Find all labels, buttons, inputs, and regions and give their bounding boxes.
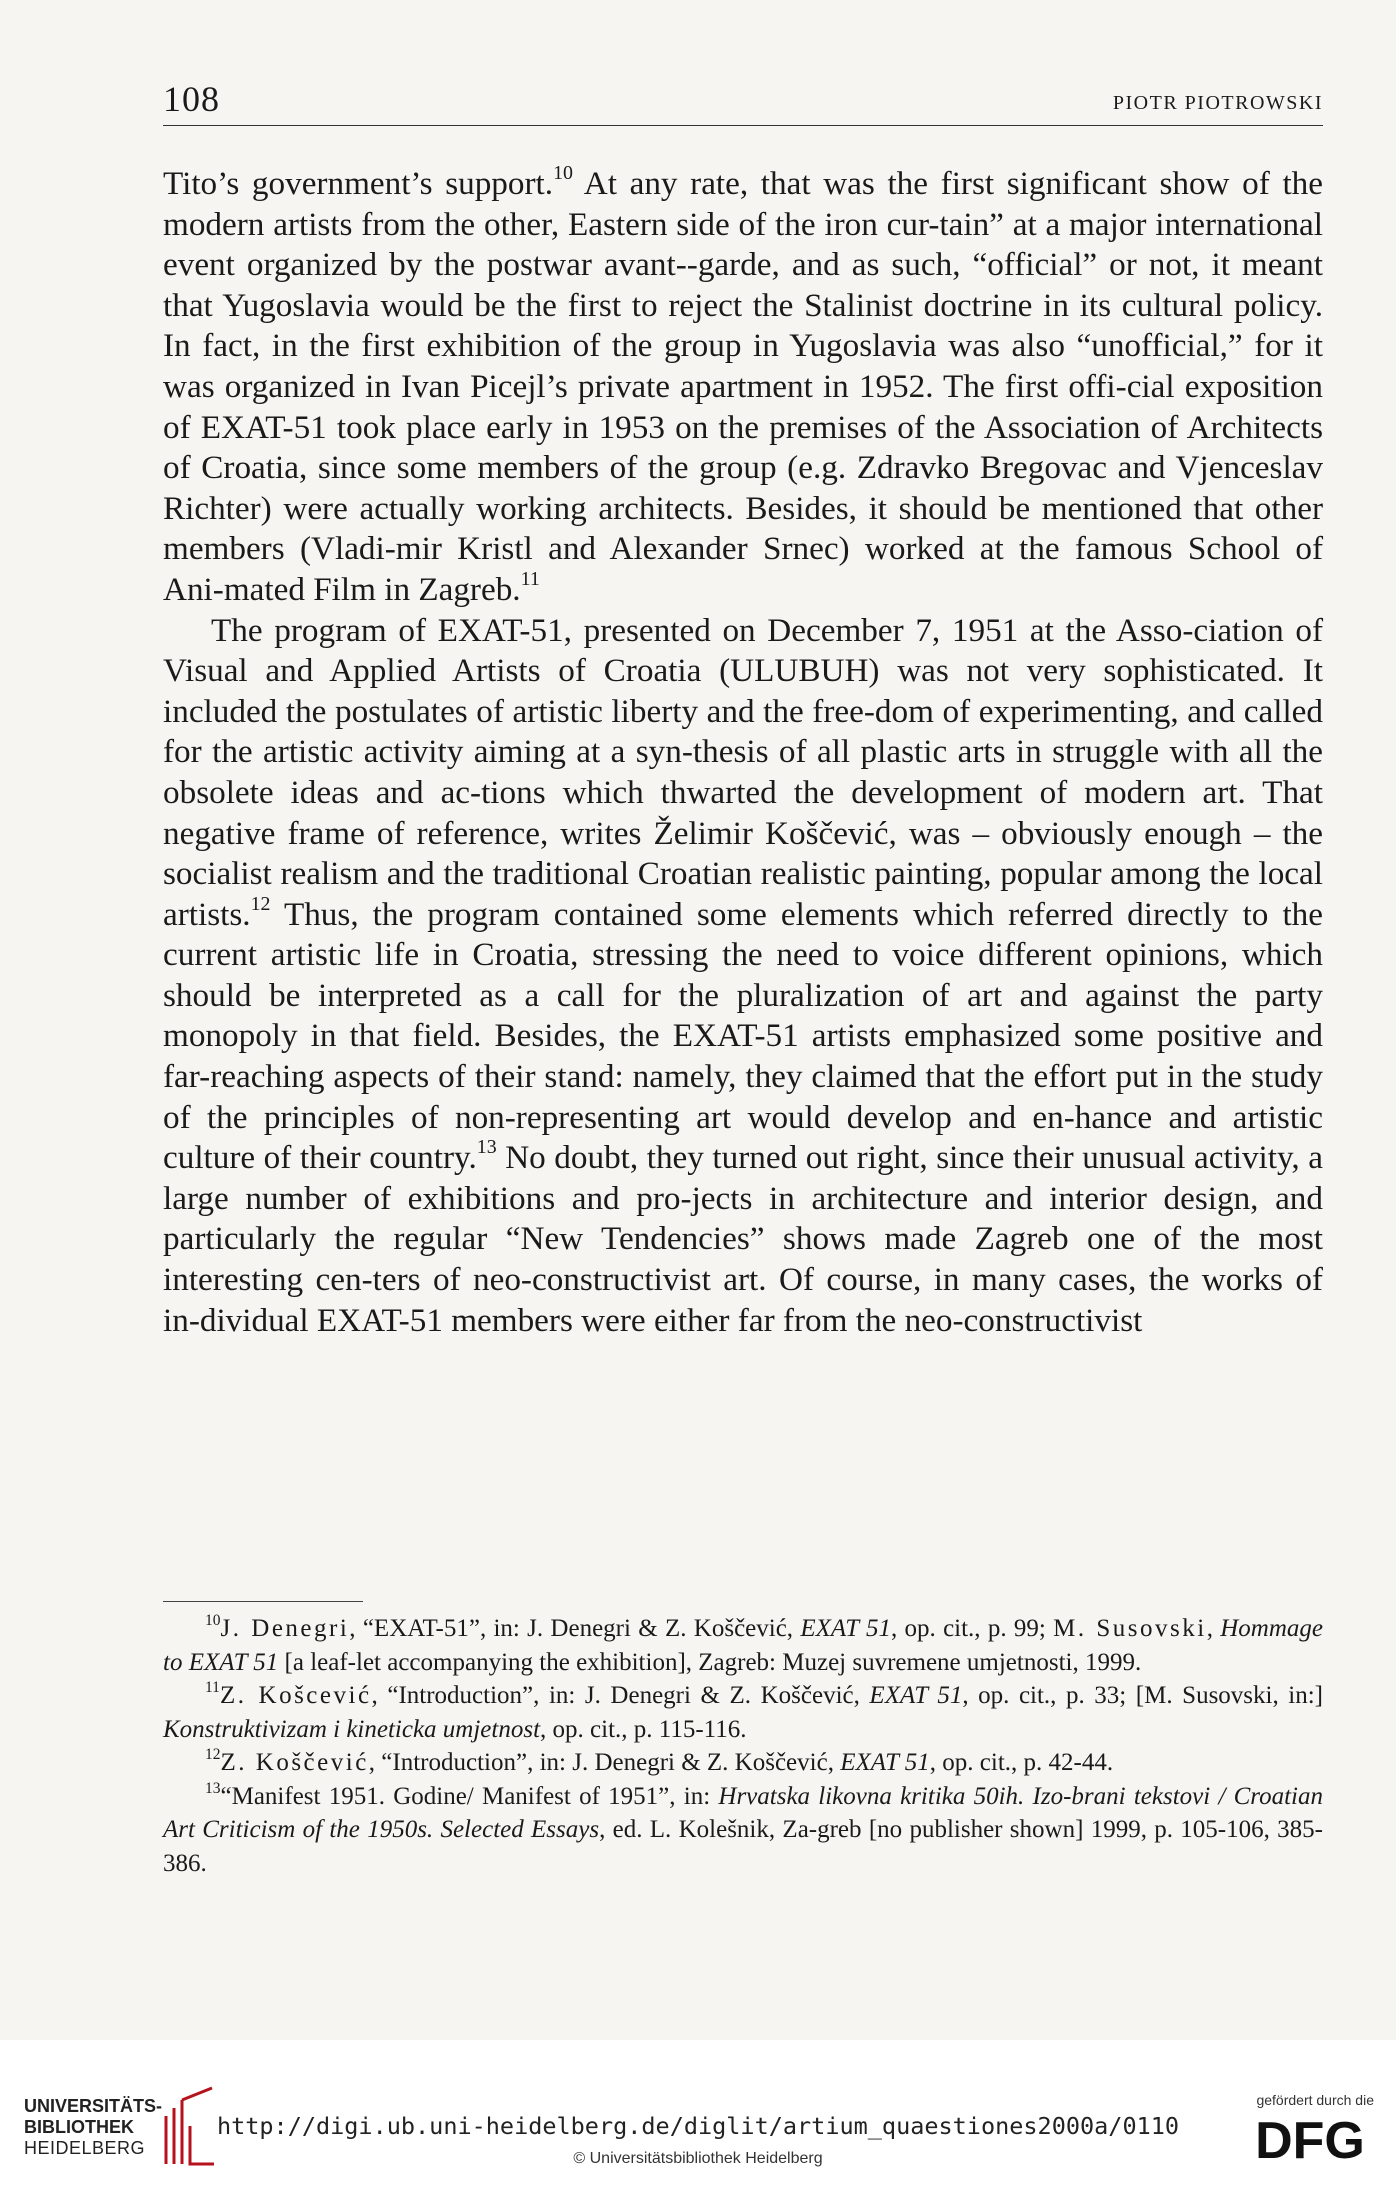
footnote-title: EXAT 51	[869, 1682, 963, 1709]
footnote-title: Konstruktivizam i kineticka umjetnost	[163, 1715, 541, 1743]
footnote-number: 10	[205, 1612, 221, 1630]
footnote-text: “Manifest 1951. Godine/ Manifest of 1951”, in:	[220, 1782, 719, 1810]
footnote-author: J. Denegri	[220, 1615, 350, 1642]
logo-line-3: HEIDELBERG	[24, 2138, 146, 2158]
footnote-ref-12: 12	[250, 892, 271, 915]
footnote-text: , “Introduction”, in: J. Denegri & Z. Koščević,	[371, 1682, 870, 1709]
footnote-text: , “Introduction”, in: J. Denegri & Z. Koščević,	[368, 1749, 841, 1776]
paragraph-text: Thus, the program contained some elements which referred directly to the current artistic life in Croatia, stressing the need to voice different opinions, which should be interpreted as a call for the pluralization of art and against the party monopoly in that field. Besides, the EXAT-51 artists emphasized some positive and far-reaching aspects of their stand: namely, they claimed that the effort put in the study of the principles of non-representing art would develop and en-hance and artistic culture of their country.	[163, 895, 1323, 1177]
footnote-11	[163, 1679, 1323, 1746]
footnote-ref-13: 13	[476, 1136, 497, 1159]
footnote-title: EXAT 51	[840, 1749, 930, 1776]
page-permalink[interactable]: http://digi.ub.uni-heidelberg.de/diglit/artium_quaestiones2000a/0110	[216, 2112, 1180, 2140]
paragraph-text: No doubt, they turned out right, since their unusual activity, a large number of exhibitions and pro-jects in architecture and interior design, and particularly the regular “New Tendencies” shows made Zagreb one of the most interesting cen-ters of neo-constructivist art. Of course, in many cases, the works of in-dividual EXAT-51 members were either far from the neo-constructivist	[163, 1139, 1323, 1339]
footnote-text: , “EXAT-51”, in: J. Denegri & Z. Koščević,	[349, 1615, 801, 1642]
footnote-author: Z. Koščević	[220, 1749, 369, 1776]
footnote-text: , op. cit., p. 33; [M. Susovski, in:]	[962, 1682, 1324, 1709]
viewer-footer	[0, 2040, 1396, 2185]
logo-line-2: BIBLIOTHEK	[24, 2117, 134, 2137]
page-header	[163, 74, 1323, 126]
footnote-number: 13	[205, 1779, 221, 1797]
footnotes	[163, 1612, 1323, 1880]
dfg-funding-badge[interactable]	[1244, 2092, 1374, 2172]
paragraph-text: Tito’s government’s support.	[163, 165, 554, 202]
dfg-logo-text: DFG	[1255, 2112, 1365, 2164]
footnote-title: Hommage to EXAT 51	[163, 1615, 1324, 1676]
footnote-10	[163, 1612, 1323, 1679]
copyright-notice: © Universitätsbibliothek Heidelberg	[573, 2150, 823, 2167]
page-number: 108	[163, 79, 220, 119]
footnote-author: Z. Košcević	[219, 1682, 372, 1709]
footnote-text: , op. cit., p. 115-116.	[540, 1715, 747, 1743]
footnote-author: M. Susovski	[1053, 1615, 1207, 1642]
footnote-text: , op. cit., p. 42-44.	[929, 1749, 1114, 1776]
running-head: PIOTR PIOTROWSKI	[1112, 92, 1323, 114]
footnote-number: 11	[205, 1679, 220, 1697]
footnote-12	[163, 1746, 1323, 1780]
dfg-logo-icon	[1246, 2112, 1374, 2164]
footnote-title: Hrvatska likovna kritika 50ih. Izo-brani tekstovi / Croatian Art Criticism of the 1950s. Selected Essays	[163, 1782, 1323, 1843]
footnote-title: EXAT 51	[800, 1615, 891, 1642]
footnote-number: 12	[205, 1746, 221, 1764]
logo-line-1: UNIVERSITÄTS-	[24, 2096, 163, 2116]
dfg-caption: gefördert durch die	[1256, 2092, 1374, 2108]
paragraph-2	[163, 611, 1323, 1342]
footnote-divider	[163, 1601, 363, 1602]
footnote-text: , op. cit., p. 99;	[890, 1615, 1054, 1642]
footnote-ref-11: 11	[520, 568, 540, 590]
footnote-ref-10: 10	[553, 162, 573, 185]
paragraph-text: At any rate, that was the first significant show of the modern artists from the other, Eastern side of the iron cur-tain” at a major international event organized by the postwar avant--garde, and as such, “official” or not, it meant that Yugoslavia would be the first to reject the Stalinist doctrine in its cultural policy. In fact, in the first exhibition of the group in Yugoslavia was also “unofficial,” for it was organized in Ivan Picejl’s private apartment in 1952. The first offi-cial exposition of EXAT-51 took place early in 1953 on the premises of the Association of Architects of Croatia, since some members of the group (e.g. Zdravko Bregovac and Vjenceslav Richter) were actually working architects. Besides, it should be mentioned that other members (Vladi-mir Kristl and Alexander Srnec) worked at the famous School of Ani-mated Film in Zagreb.	[163, 165, 1323, 608]
footnote-text: , ed. L. Kolešnik, Za-greb [no publisher shown] 1999, p. 105-106, 385-386.	[163, 1816, 1323, 1877]
footnote-13	[163, 1780, 1323, 1881]
paragraph-text: The program of EXAT-51, presented on December 7, 1951 at the Asso-ciation of Visual and Applied Artists of Croatia (ULUBUH) was not very sophisticated. It included the postulates of artistic liberty and the free-dom of experimenting, and called for the artistic activity aiming at a syn-thesis of all plastic arts in struggle with all the obsolete ideas and ac-tions which thwarted the development of modern art. That negative frame of reference, writes Želimir Koščević, was – obviously enough – the socialist realism and the traditional Croatian realistic painting, popular among the local artists.	[163, 611, 1323, 933]
paragraph-1	[163, 164, 1323, 611]
footnote-text: ,	[1206, 1615, 1221, 1642]
body-text	[163, 164, 1323, 1341]
footnote-text: [a leaf-let accompanying the exhibition], Zagreb: Muzej suvremene umjetnosti, 1999.	[278, 1648, 1142, 1676]
